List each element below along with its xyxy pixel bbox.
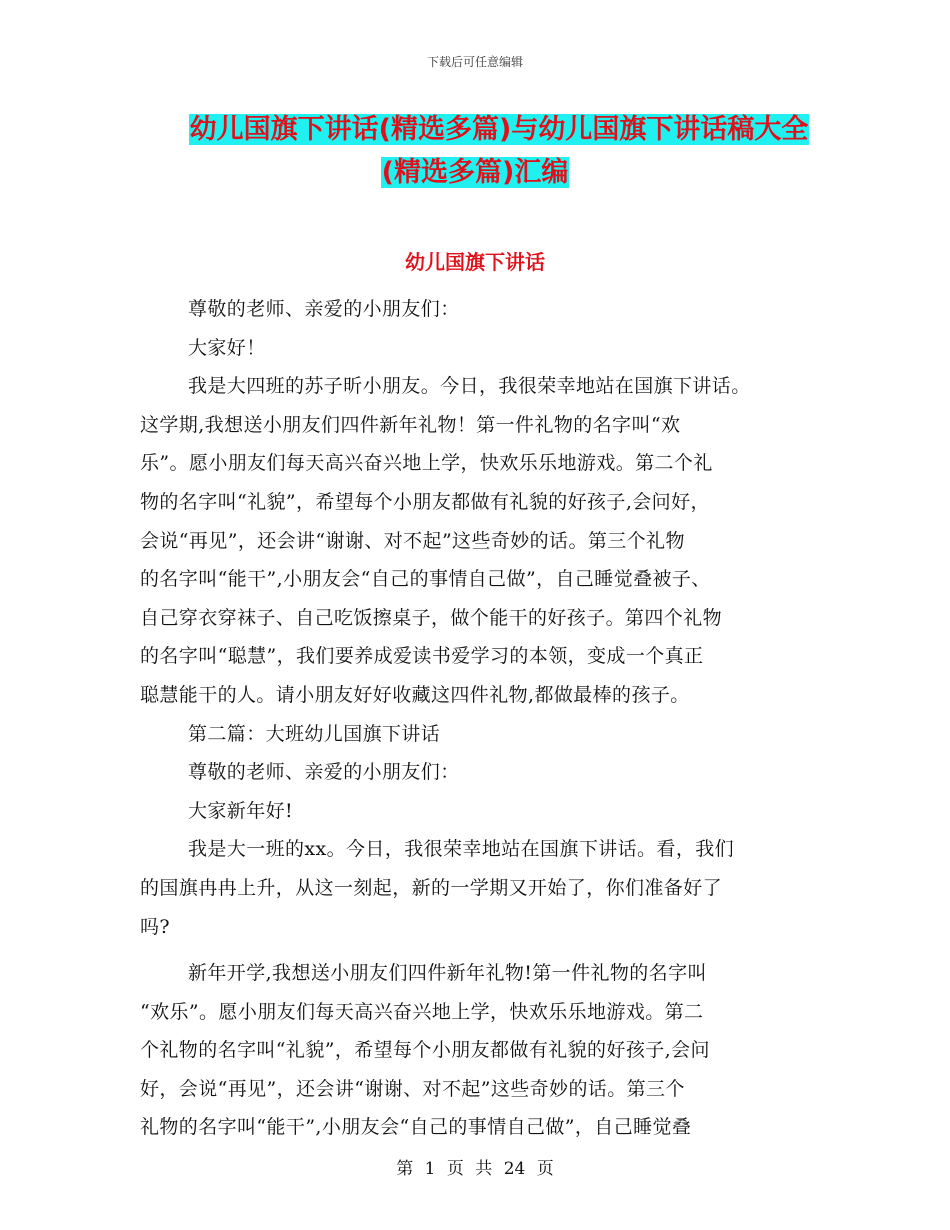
- title-highlight-2: (精选多篇)汇编: [381, 157, 569, 188]
- text-line: 我是大一班的xx。今日，我很荣幸地站在国旗下讲话。看，我们: [188, 838, 735, 861]
- text-line: 个礼物的名字叫“礼貌”，希望每个小朋友都做有礼貌的好孩子,会问: [140, 1039, 710, 1062]
- document-body: [140, 290, 820, 1147]
- text-line: 尊敬的老师、亲爱的小朋友们：: [188, 761, 460, 784]
- document-title-line-2: [0, 153, 950, 193]
- text-line: 大家新年好!: [188, 799, 294, 822]
- text-line: 乐”。愿小朋友们每天高兴奋兴地上学，快欢乐乐地游戏。第二个礼: [140, 452, 713, 475]
- text-line: “欢乐”。愿小朋友们每天高兴奋兴地上学，快欢乐乐地游戏。第二: [140, 1000, 704, 1023]
- text-line: 好，会说“再见”，还会讲“谢谢、对不起”这些奇妙的话。第三个: [140, 1077, 685, 1100]
- text-line: 第二篇：大班幼儿国旗下讲话: [188, 722, 441, 745]
- text-line: 的国旗冉冉上升，从这一刻起，新的一学期又开始了，你们准备好了: [140, 876, 723, 899]
- text-line: 吗?: [140, 915, 170, 938]
- text-line: 礼物的名字叫“能干”,小朋友会“自己的事情自己做”，自己睡觉叠: [140, 1116, 692, 1139]
- text-line: 会说“再见”，还会讲“谢谢、对不起”这些奇妙的话。第三个礼物: [140, 529, 685, 552]
- text-line: 大家好！: [188, 336, 266, 359]
- section-title: 幼儿国旗下讲话: [405, 250, 545, 274]
- page-footer: 第 1 页 共 24 页: [396, 1159, 554, 1179]
- text-line: 物的名字叫“礼貌”，希望每个小朋友都做有礼貌的好孩子,会问好，: [140, 490, 710, 513]
- text-line: 尊敬的老师、亲爱的小朋友们：: [188, 298, 460, 320]
- text-line: 聪慧能干的人。请小朋友好好收藏这四件礼物,都做最棒的孩子。: [140, 683, 690, 706]
- header-note: 下载后可任意编辑: [426, 55, 523, 69]
- text-line: 新年开学,我想送小朋友们四件新年礼物!第一件礼物的名字叫: [188, 962, 707, 985]
- text-line: 自己穿衣穿袜子、自己吃饭擦桌子，做个能干的好孩子。第四个礼物: [140, 606, 723, 629]
- text-line: 的名字叫“能干”,小朋友会“自己的事情自己做”，自己睡觉叠被子、: [140, 568, 711, 591]
- text-line: 我是大四班的苏子昕小朋友。今日，我很荣幸地站在国旗下讲话。: [188, 375, 751, 398]
- text-line: 这学期,我想送小朋友们四件新年礼物！第一件礼物的名字叫“欢: [140, 413, 681, 436]
- title-highlight-1: 幼儿国旗下讲话(精选多篇)与幼儿国旗下讲话稿大全: [189, 114, 809, 145]
- document-title-line-1: [24, 110, 950, 150]
- text-line: 的名字叫“聪慧”，我们要养成爱读书爱学习的本领，变成一个真正: [140, 645, 704, 668]
